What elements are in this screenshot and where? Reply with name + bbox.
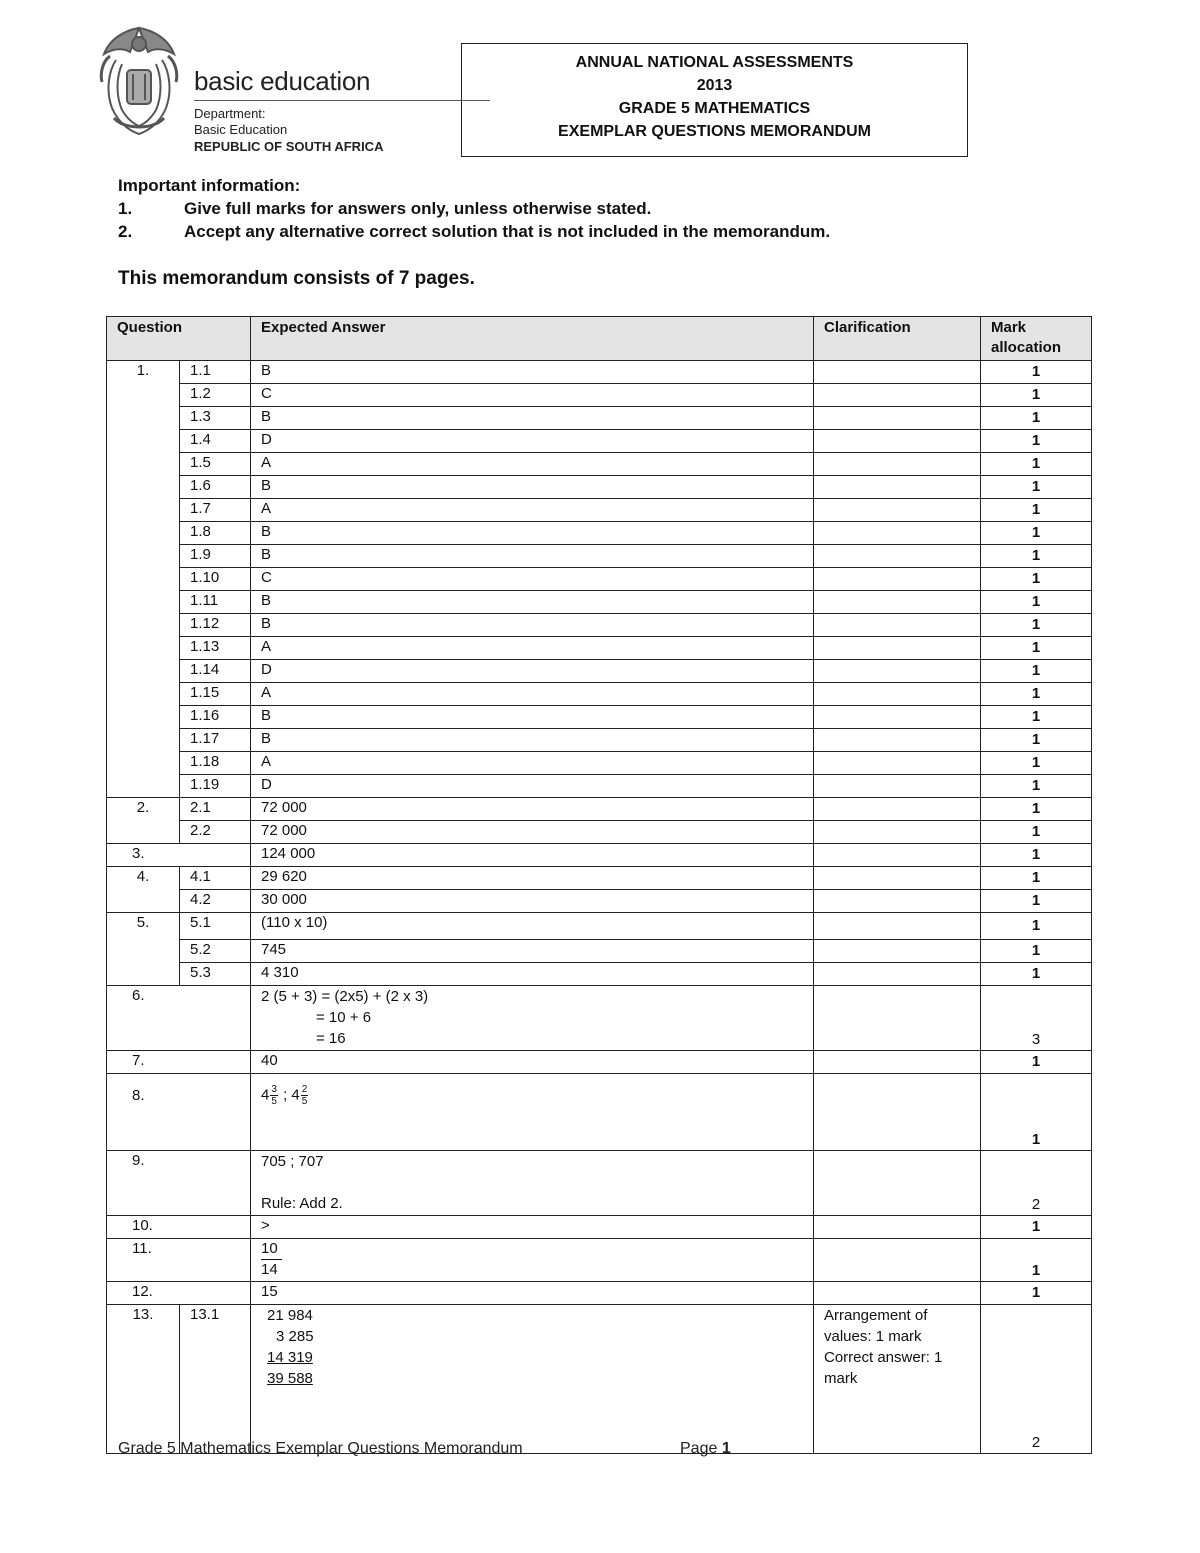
clarification <box>814 867 981 890</box>
header-expected-answer: Expected Answer <box>251 317 814 361</box>
title-line-2: 2013 <box>696 77 733 94</box>
question-number: 9. <box>107 1151 251 1216</box>
expected-answer: 72 000 <box>251 821 814 844</box>
sub-question: 2.2 <box>180 821 251 844</box>
mark: 1 <box>981 476 1092 499</box>
question-number: 2. <box>107 798 180 844</box>
table-row <box>107 890 1092 913</box>
sub-question: 5.2 <box>180 940 251 963</box>
clarification <box>814 729 981 752</box>
question-number: 12. <box>107 1282 251 1305</box>
table-row <box>107 384 1092 407</box>
expected-answer: 72 000 <box>251 798 814 821</box>
table-row <box>107 614 1092 637</box>
memorandum-table <box>106 316 1092 1454</box>
sub-question: 1.18 <box>180 752 251 775</box>
table-row <box>107 1216 1092 1239</box>
fraction-numerator: 2 <box>301 1084 308 1095</box>
expected-answer: 745 <box>251 940 814 963</box>
expected-answer <box>251 1239 814 1282</box>
table-row <box>107 568 1092 591</box>
sub-question: 4.1 <box>180 867 251 890</box>
clarification-line: mark <box>824 1370 858 1387</box>
mark: 1 <box>981 637 1092 660</box>
table-row <box>107 522 1092 545</box>
mark: 1 <box>981 453 1092 476</box>
clarification <box>814 1239 981 1282</box>
expected-answer: 29 620 <box>251 867 814 890</box>
expected-answer: 15 <box>251 1282 814 1305</box>
mark: 1 <box>981 729 1092 752</box>
clarification <box>814 545 981 568</box>
answer-separator: ; <box>283 1086 288 1104</box>
expected-answer: A <box>251 453 814 476</box>
working-line: 14 319 <box>267 1349 313 1366</box>
mark: 1 <box>981 844 1092 867</box>
table-row <box>107 775 1092 798</box>
fraction <box>261 1239 282 1280</box>
table-row <box>107 1305 1092 1454</box>
sub-question: 5.3 <box>180 963 251 986</box>
mark: 1 <box>981 499 1092 522</box>
fraction-denominator: 5 <box>301 1096 308 1107</box>
clarification <box>814 384 981 407</box>
department-name <box>194 106 287 138</box>
brand-divider <box>194 100 490 101</box>
working-line: 3 285 <box>276 1328 314 1345</box>
mark: 2 <box>981 1151 1092 1216</box>
mark: 1 <box>981 706 1092 729</box>
table-row <box>107 430 1092 453</box>
sub-question: 13.1 <box>180 1305 251 1454</box>
info-item-text: Accept any alternative correct solution that is not included in the memorandum. <box>184 222 831 241</box>
title-line-4: EXEMPLAR QUESTIONS MEMORANDUM <box>558 123 871 140</box>
sub-question: 1.10 <box>180 568 251 591</box>
document-title-box <box>461 43 968 157</box>
sub-question: 1.7 <box>180 499 251 522</box>
clarification-line: Correct answer: 1 <box>824 1349 943 1366</box>
expected-answer <box>251 986 814 1051</box>
table-row <box>107 637 1092 660</box>
table-row <box>107 683 1092 706</box>
sub-question: 1.13 <box>180 637 251 660</box>
footer-page-number <box>680 1440 731 1458</box>
header-question: Question <box>107 317 251 361</box>
table-row <box>107 591 1092 614</box>
info-item-number: 1. <box>118 199 133 218</box>
clarification <box>814 683 981 706</box>
expected-answer: B <box>251 614 814 637</box>
info-item-number: 2. <box>118 222 133 241</box>
expected-answer: A <box>251 683 814 706</box>
table-row <box>107 729 1092 752</box>
clarification <box>814 890 981 913</box>
table-header-row <box>107 317 1092 361</box>
clarification <box>814 568 981 591</box>
table-row <box>107 407 1092 430</box>
mark: 1 <box>981 1239 1092 1282</box>
sub-question: 1.14 <box>180 660 251 683</box>
question-number: 5. <box>107 913 180 986</box>
sub-question: 1.12 <box>180 614 251 637</box>
clarification <box>814 752 981 775</box>
coat-of-arms-icon <box>96 22 182 140</box>
expected-answer: B <box>251 706 814 729</box>
table-row <box>107 844 1092 867</box>
fraction <box>301 1084 309 1107</box>
question-number: 8. <box>107 1074 251 1151</box>
page-label: Page <box>680 1440 718 1457</box>
expected-answer: B <box>251 361 814 384</box>
department-line-1: Department: <box>194 106 266 121</box>
sub-question: 1.19 <box>180 775 251 798</box>
mark: 1 <box>981 1074 1092 1151</box>
important-information <box>118 174 830 243</box>
mark: 1 <box>981 430 1092 453</box>
page-number: 1 <box>721 1440 731 1457</box>
sub-question: 1.15 <box>180 683 251 706</box>
expected-answer: A <box>251 499 814 522</box>
clarification <box>814 453 981 476</box>
info-item <box>118 220 830 243</box>
clarification <box>814 963 981 986</box>
question-number: 7. <box>107 1051 251 1074</box>
page-count-note: This memorandum consists of 7 pages. <box>118 268 475 289</box>
clarification <box>814 614 981 637</box>
expected-answer: C <box>251 568 814 591</box>
expected-answer: D <box>251 430 814 453</box>
mark: 1 <box>981 963 1092 986</box>
mark: 1 <box>981 1216 1092 1239</box>
table-row <box>107 660 1092 683</box>
table-row <box>107 499 1092 522</box>
info-heading: Important information: <box>118 176 301 195</box>
expected-answer: D <box>251 660 814 683</box>
clarification <box>814 798 981 821</box>
clarification <box>814 1282 981 1305</box>
working-line: 21 984 <box>267 1307 313 1324</box>
mark: 1 <box>981 683 1092 706</box>
clarification <box>814 591 981 614</box>
fraction <box>270 1084 278 1107</box>
sub-question: 1.5 <box>180 453 251 476</box>
mixed-number-whole: 4 <box>261 1086 270 1104</box>
sub-question: 1.17 <box>180 729 251 752</box>
expected-answer: > <box>251 1216 814 1239</box>
clarification <box>814 1074 981 1151</box>
expected-answer: A <box>251 752 814 775</box>
sub-question: 5.1 <box>180 913 251 940</box>
department-line-2: Basic Education <box>194 122 288 137</box>
mark: 1 <box>981 614 1092 637</box>
table-row <box>107 867 1092 890</box>
department-logo <box>96 22 406 154</box>
question-number: 1. <box>107 361 180 798</box>
sub-question: 1.6 <box>180 476 251 499</box>
question-number: 11. <box>107 1239 251 1282</box>
table-row <box>107 913 1092 940</box>
clarification <box>814 522 981 545</box>
sub-question: 1.3 <box>180 407 251 430</box>
clarification <box>814 407 981 430</box>
sub-question: 1.11 <box>180 591 251 614</box>
clarification <box>814 1051 981 1074</box>
mark: 1 <box>981 545 1092 568</box>
question-number: 4. <box>107 867 180 913</box>
country-name: REPUBLIC OF SOUTH AFRICA <box>194 139 384 154</box>
expected-answer <box>251 1305 814 1454</box>
expected-answer: A <box>251 637 814 660</box>
expected-answer <box>251 1151 814 1216</box>
header-clarification: Clarification <box>814 317 981 361</box>
mark: 1 <box>981 361 1092 384</box>
clarification <box>814 361 981 384</box>
info-item <box>118 197 830 220</box>
sub-question: 1.2 <box>180 384 251 407</box>
working-line: 39 588 <box>267 1370 313 1387</box>
expected-answer: (110 x 10) <box>251 913 814 940</box>
fraction-numerator: 3 <box>271 1084 277 1095</box>
expected-answer: B <box>251 729 814 752</box>
question-number: 10. <box>107 1216 251 1239</box>
info-item-text: Give full marks for answers only, unless otherwise stated. <box>184 199 652 218</box>
table-row <box>107 1239 1092 1282</box>
sub-question: 2.1 <box>180 798 251 821</box>
sub-question: 1.16 <box>180 706 251 729</box>
clarification <box>814 1151 981 1216</box>
question-number: 6. <box>107 986 251 1051</box>
table-row <box>107 1074 1092 1151</box>
mark: 3 <box>981 986 1092 1051</box>
expected-answer: B <box>251 522 814 545</box>
fraction-numerator: 10 <box>261 1239 282 1260</box>
clarification <box>814 844 981 867</box>
question-number: 13. <box>107 1305 180 1454</box>
table-row <box>107 1282 1092 1305</box>
mark: 1 <box>981 407 1092 430</box>
table-row <box>107 963 1092 986</box>
working-line: 2 (5 + 3) = (2x5) + (2 x 3) <box>261 988 429 1005</box>
expected-answer: 40 <box>251 1051 814 1074</box>
table-row <box>107 986 1092 1051</box>
table-row <box>107 706 1092 729</box>
mark: 1 <box>981 384 1092 407</box>
mark: 1 <box>981 591 1092 614</box>
sub-question: 1.9 <box>180 545 251 568</box>
expected-answer: 124 000 <box>251 844 814 867</box>
mark: 1 <box>981 660 1092 683</box>
clarification <box>814 476 981 499</box>
mark: 1 <box>981 522 1092 545</box>
sub-question: 1.4 <box>180 430 251 453</box>
mark: 1 <box>981 890 1092 913</box>
table-row <box>107 798 1092 821</box>
fraction-denominator: 5 <box>271 1096 277 1107</box>
clarification <box>814 660 981 683</box>
table-row <box>107 821 1092 844</box>
table-row <box>107 1151 1092 1216</box>
header-mark-allocation: Mark allocation <box>981 317 1092 361</box>
table-row <box>107 476 1092 499</box>
working-line: = 16 <box>316 1030 346 1047</box>
title-line-3: GRADE 5 MATHEMATICS <box>618 100 811 117</box>
expected-answer: B <box>251 545 814 568</box>
expected-answer <box>251 1074 814 1151</box>
mark: 1 <box>981 940 1092 963</box>
sub-question: 1.1 <box>180 361 251 384</box>
expected-answer: B <box>251 591 814 614</box>
clarification-line: values: 1 mark <box>824 1328 922 1345</box>
expected-answer: B <box>251 407 814 430</box>
working-line: = 10 + 6 <box>316 1009 372 1026</box>
table-row <box>107 453 1092 476</box>
mark: 1 <box>981 867 1092 890</box>
expected-answer: 4 310 <box>251 963 814 986</box>
answer-line: Rule: Add 2. <box>261 1195 343 1212</box>
clarification <box>814 499 981 522</box>
footer-title: Grade 5 Mathematics Exemplar Questions Memorandum <box>118 1440 523 1457</box>
table-row <box>107 1051 1092 1074</box>
mark: 1 <box>981 775 1092 798</box>
expected-answer: B <box>251 476 814 499</box>
clarification <box>814 775 981 798</box>
sub-question: 1.8 <box>180 522 251 545</box>
table-row <box>107 361 1092 384</box>
expected-answer: D <box>251 775 814 798</box>
clarification <box>814 986 981 1051</box>
mark: 1 <box>981 752 1092 775</box>
mixed-number-whole: 4 <box>291 1086 300 1104</box>
clarification <box>814 913 981 940</box>
mark: 1 <box>981 821 1092 844</box>
mark: 1 <box>981 913 1092 940</box>
expected-answer: 30 000 <box>251 890 814 913</box>
clarification <box>814 940 981 963</box>
mark: 1 <box>981 1282 1092 1305</box>
clarification <box>814 1305 981 1454</box>
sub-question: 4.2 <box>180 890 251 913</box>
mark: 1 <box>981 1051 1092 1074</box>
mark: 1 <box>981 568 1092 591</box>
mark: 1 <box>981 798 1092 821</box>
expected-answer: C <box>251 384 814 407</box>
fraction-denominator: 14 <box>261 1261 278 1278</box>
title-line-1: ANNUAL NATIONAL ASSESSMENTS <box>575 54 854 71</box>
clarification <box>814 821 981 844</box>
table-row <box>107 545 1092 568</box>
question-number: 3. <box>107 844 251 867</box>
clarification <box>814 1216 981 1239</box>
clarification <box>814 637 981 660</box>
table-row <box>107 752 1092 775</box>
clarification <box>814 706 981 729</box>
brand-name: basic education <box>194 66 371 96</box>
clarification-line: Arrangement of <box>824 1307 928 1324</box>
answer-line: 705 ; 707 <box>261 1153 324 1170</box>
clarification <box>814 430 981 453</box>
mark: 2 <box>981 1305 1092 1454</box>
table-row <box>107 940 1092 963</box>
